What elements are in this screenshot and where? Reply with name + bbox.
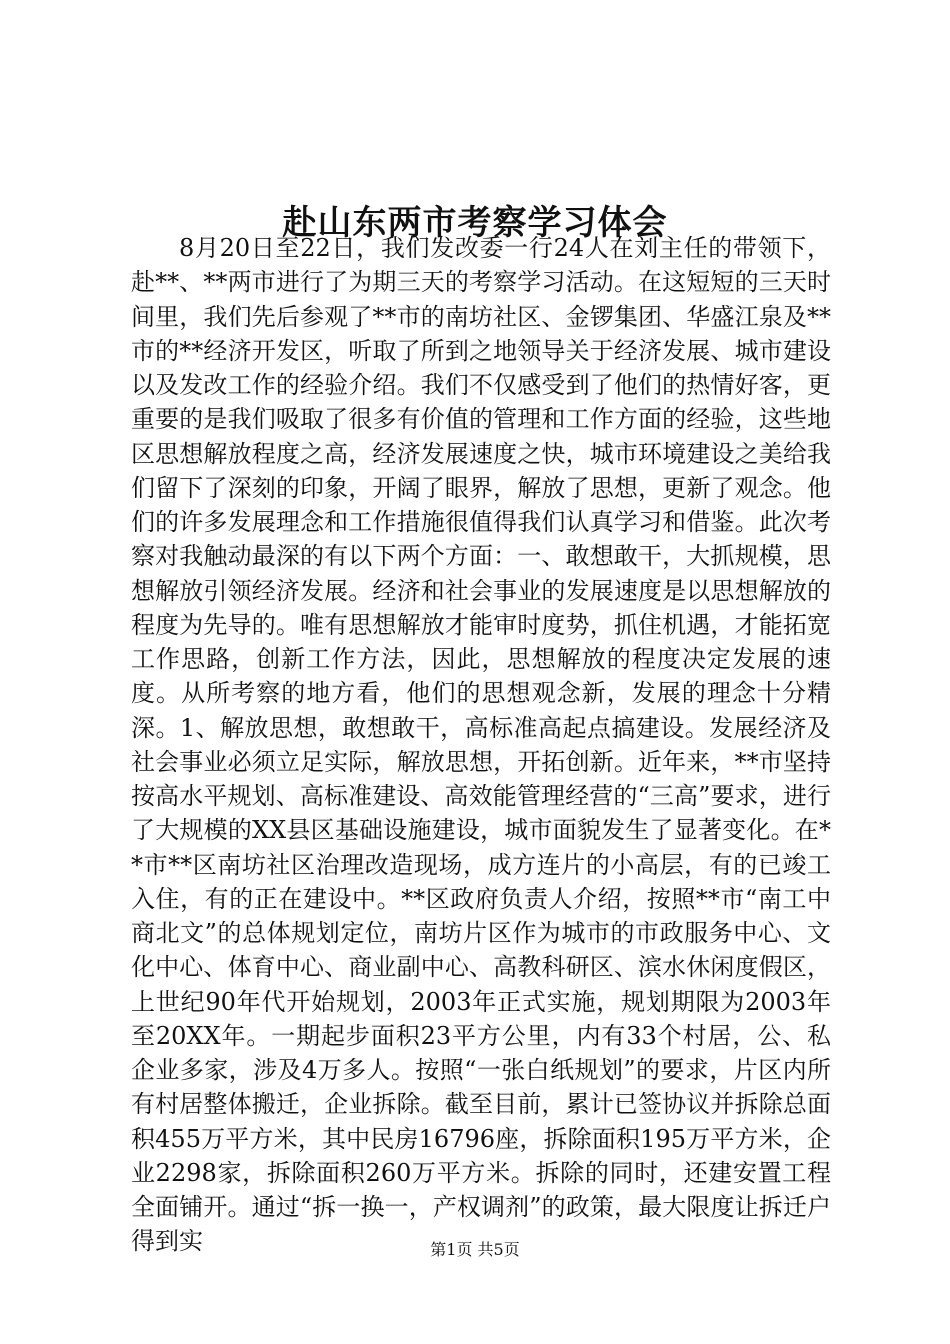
page-number-footer: 第1页 共5页 (430, 1240, 520, 1259)
document-body-paragraph: 8月20日至22日，我们发改委一行24人在刘主任的带领下，赴**、**两市进行了为期三天的考察学习活动。在这短短的三天时间里，我们先后参观了**市的南坊社区、金锣集团、华盛江泉及**市的**经济开发区，听取了所到之地领导关于经济发展、城市建设以及发改工作的经验介绍。我们不仅感受到了他们的热情好客，更重要的是我们吸取了很多有价值的管理和工作方面的经验，这些地区思想解放程度之高，经济发展速度之快，城市环境建设之美给我们留下了深刻的印象，开阔了眼界，解放了思想，更新了观念。他们的许多发展理念和工作措施很值得我们认真学习和借鉴。此次考察对我触动最深的有以下两个方面：一、敢想敢干，大抓规模，思想解放引领经济发展。经济和社会事业的发展速度是以思想解放的程度为先导的。唯有思想解放才能审时度势，抓住机遇，才能拓宽工作思路，创新工作方法，因此，思想解放的程度决定发展的速度。从所考察的地方看，他们的思想观念新，发展的理念十分精深。1、解放思想，敢想敢干，高标准高起点搞建设。发展经济及社会事业必须立足实际，解放思想，开拓创新。近年来，**市坚持按高水平规划、高标准建设、高效能管理经营的“三高”要求，进行了大规模的XX县区基础设施建设，城市面貌发生了显著变化。在**市**区南坊社区治理改造现场，成方连片的小高层，有的已竣工入住，有的正在建设中。**区政府负责人介绍，按照**市“南工中商北文”的总体规划定位，南坊片区作为城市的市政服务中心、文化中心、体育中心、商业副中心、高教科研区、滨水休闲度假区，上世纪90年代开始规划，2003年正式实施，规划期限为2003年至20XX年。一期起步面积23平方公里，内有33个村居，公、私企业多家，涉及4万多人。按照“一张白纸规划”的要求，片区内所有村居整体搬迁，企业拆除。截至目前，累计已签协议并拆除总面积455万平方米，其中民房16796座，拆除面积195万平方米，企业2298家，拆除面积260万平方米。拆除的同时，还建安置工程全面铺开。通过“拆一换一，产权调剂”的政策，最大限度让拆迁户得到实 (131, 234, 831, 1256)
document-title: 赴山东两市考察学习体会 (282, 202, 668, 243)
